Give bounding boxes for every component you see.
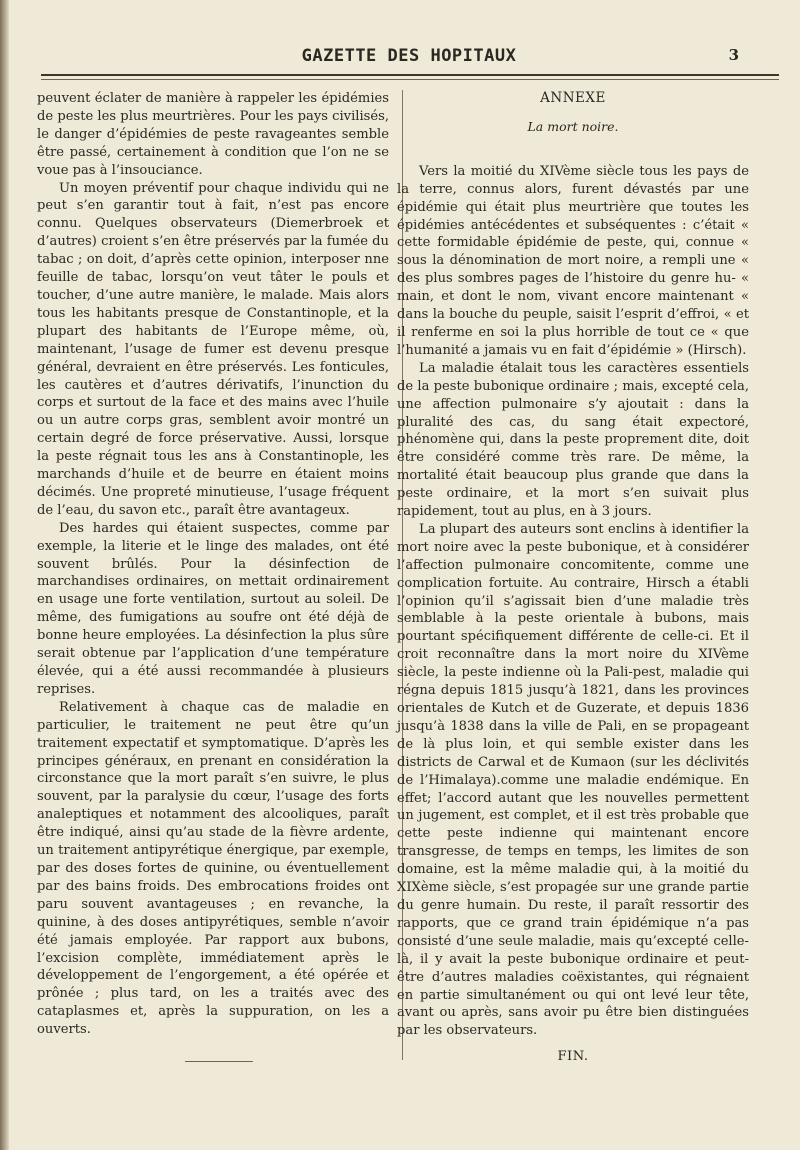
newspaper-title: GAZETTE DES HOPITAUX	[301, 46, 517, 66]
left-paragraph-3: Des hardes qui étaient suspectes, comme par exemple, la literie et le linge des malades, ont été souvent brûlés. Pour la désinfection de marchandises ordinaires, on mettait ordinairement en usage une forte ventilation, surtout au soleil. De même, des fumigations au soufre ont été déjà de bonne heure employées. La désinfection la plus sûre serait obtenue par l’application d’une température élevée, qui a été aussi recommandée à plusieurs reprises.	[37, 520, 389, 697]
page-number: 3	[728, 46, 739, 64]
right-column	[397, 90, 749, 1066]
left-column	[37, 90, 389, 1062]
right-paragraph-2: La maladie étalait tous les caractères essentiels de la peste bubonique ordinaire ; mais, excepté cela, une affection pulmonaire s’y ajoutait : dans la pluralité des cas, du sang était expectoré, phénomène qui, dans la peste proprement dite, doit être considéré comme très rare. De même, la mortalité était beaucoup plus grande que dans la peste ordinaire, et la mort s’en suivait plus rapidement, tout au plus, en à 3 jours.	[397, 360, 749, 520]
header-rule-thin	[41, 79, 779, 80]
closing-fin: FIN.	[557, 1049, 589, 1065]
right-paragraph-3: La plupart des auteurs sont enclins à identifier la mort noire avec la peste bubonique, et à considérer l’affection pulmonaire concomitente, comme une complication fortuite. Au contraire, Hirsch a établi l’opinion qu’il s’agissait bien d’une maladie très semblable à la peste orientale à bubons, mais pourtant spécifiquement différente de celle-ci. Et il croit reconnaître dans la mort noire du XIVème siècle, la peste indienne où la Pali-pest, maladie qui régna depuis 1815 jusqu’à 1821, dans les provinces orientales de Kutch et de Guzerate, et depuis 1836 jusqu’à 1838 dans la ville de Pali, en se propageant de là plus loin, et qui semble exister dans les districts de Carwal et de Kumaon (sur les déclivités de l’Himalaya).comme une maladie endémique. En effet; l’accord autant que les nouvelles permettent un jugement, est complet, et il est très probable que cette peste indienne qui maintenant encore transgresse, de temps en temps, les limites de son domaine, est la même maladie qui, à la moitié du XIXème siècle, s’est propagée sur une grande partie du genre humain. Du reste, il paraît ressortir des rapports, que ce grand train épidémique n’a pas consisté d’une seule maladie, mais qu’excepté celle-là, il y avait la peste bubonique ordinaire et peut-être d’autres maladies coëxistantes, qui régnaient en partie simultanément ou qui ont levé leur tête, avant ou après, sans avoir pu être bien distinguées par les observateurs.	[397, 521, 749, 1039]
section-end-rule	[185, 1061, 253, 1062]
left-paragraph-1: peuvent éclater de manière à rappeler les épidémies de peste les plus meurtrières. Pour les pays civilisés, le danger d’épidémies de peste ravageantes semble être passé, certainement à condition que l’on ne se voue pas à l’insouciance.	[37, 91, 389, 178]
left-paragraph-2: Un moyen préventif pour chaque individu qui ne peut s’en garantir tout à fait, n’est pas encore connu. Quelques observateurs (Diemerbroek et d’autres) croient s’en être préservés par la fumée du tabac ; on doit, d’après cette opinion, interposer nne feuille de tabac, lorsqu’on veut tâter le pouls et toucher, d’une autre manière, le malade. Mais alors tous les habitants presque de Constantinople, et la plupart des habitants de l’Europe même, où, maintenant, l’usage de fumer est devenu presque général, devraient en être préservés. Les fonticules, les cautères et d’autres dérivatifs, l’inunction du corps et surtout de la face et des mains avec l’huile ou un autre corps gras, semblent avoir montré un certain degré de force préservative. Aussi, lorsque la peste régnait tous les ans à Constantinople, les marchands d’huile et de beurre en étaient moins décimés. Une propreté minutieuse, l’usage fréquent de l’eau, du savon etc., paraît être avantageux.	[37, 180, 389, 518]
annex-title: ANNEXE	[540, 90, 606, 106]
page-header	[29, 44, 789, 78]
newspaper-page	[9, 0, 800, 1150]
annex-subtitle: La mort noire.	[527, 118, 619, 134]
right-paragraph-1: Vers la moitié du XIVème siècle tous les pays de la terre, connus alors, furent dévastés par une épidémie qui était plus meurtrière que toutes les épidémies antécédentes et subséquentes : c’était « cette formidable épidémie de peste, qui, connue « sous la dénomination de mort noire, a rempli une « des plus sombres pages de l’histoire du genre hu- « main, et dont le nom, vivant encore maintenant « dans la bouche du peuple, saisit l’esprit d’effroi, « et il renferme en soi la plus horrible de tout ce « que l’humanité a jamais vu en fait d’épidémie » (Hirsch).	[397, 163, 749, 358]
left-paragraph-4: Relativement à chaque cas de maladie en particulier, le traitement ne peut être qu’un traitement expectatif et symptomatique. D’après les principes généraux, en prenant en considération la circonstance que la mort paraît s’en suivre, le plus souvent, par la paralysie du cœur, l’usage des forts analeptiques et notamment des alcooliques, paraît être indiqué, ainsi qu’au stade de la fièvre ardente, un traitement antipyrétique énergique, par exemple, par des doses fortes de quinine, ou éventuellement par des bains froids. Des embrocations froides ont paru souvent avantageuses ; en revanche, la quinine, à des doses antipyrétiques, semble n’avoir été jamais employée. Par rapport aux bubons, l’excision complète, immédiatement après le développement de l’engorgement, a été opérée et prônée ; plus tard, on les a traités avec des cataplasmes et, après la suppuration, on les a ouverts.	[37, 699, 389, 1038]
header-rule	[41, 74, 779, 76]
book-binding-edge	[0, 0, 9, 1150]
